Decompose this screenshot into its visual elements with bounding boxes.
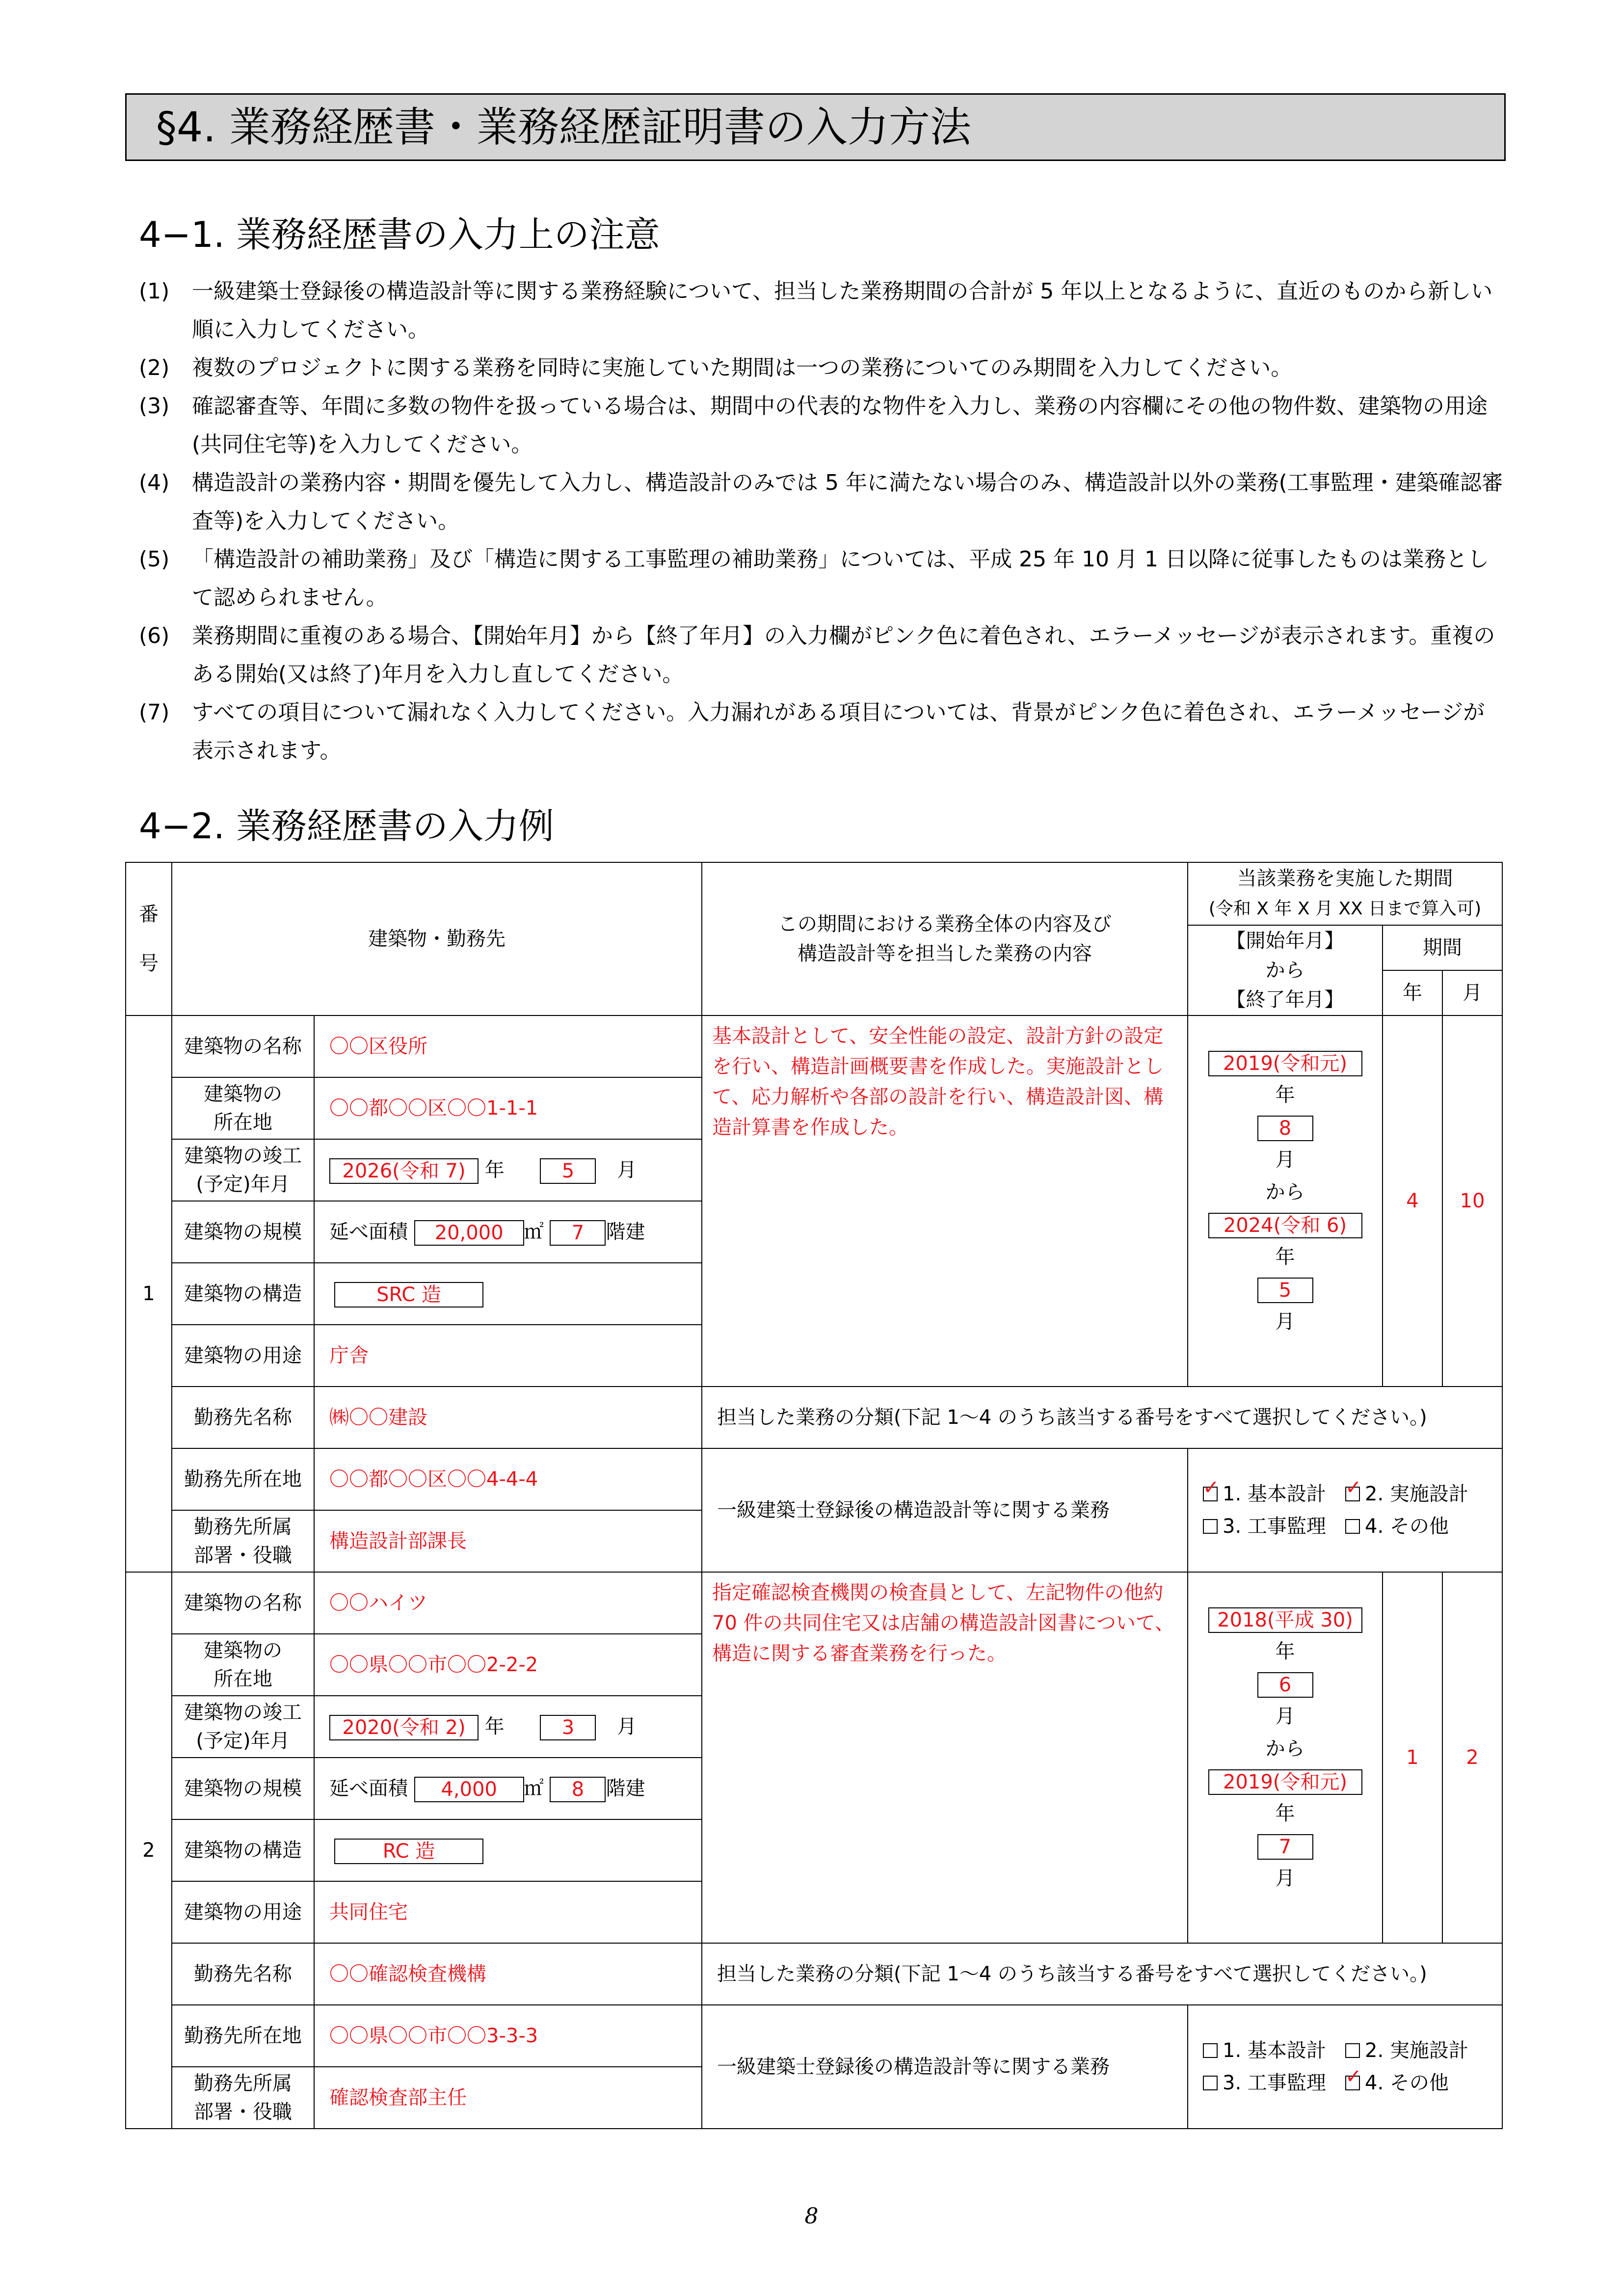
row-number: 2 bbox=[126, 1572, 172, 2129]
label-department-line2: 部署・役職 bbox=[194, 2101, 292, 2123]
note-item bbox=[139, 272, 1503, 349]
checkbox-detailed-design[interactable] bbox=[1345, 1478, 1488, 1510]
career-table bbox=[125, 862, 1503, 2129]
start-month-input[interactable]: 8 bbox=[1257, 1116, 1313, 1141]
label-scale: 建築物の規模 bbox=[172, 1201, 314, 1263]
label-structure: 建築物の構造 bbox=[172, 1819, 314, 1881]
header-start: 【開始年月】 bbox=[1226, 930, 1344, 952]
checkbox-label: 3. 工事監理 bbox=[1223, 2072, 1326, 2094]
label-completion-line2: (予定)年月 bbox=[196, 1173, 290, 1196]
label-scale: 建築物の規模 bbox=[172, 1758, 314, 1819]
checkbox-label: 4. その他 bbox=[1365, 2072, 1449, 2094]
label-department-line1: 勤務先所属 bbox=[194, 1516, 292, 1538]
work-description[interactable]: 指定確認検査機関の検査員として、左記物件の他約 70 件の共同住宅又は店舗の構造設計図書について、構造に関する審査業務を行った。 bbox=[702, 1572, 1188, 1943]
department-title[interactable]: 構造設計部課長 bbox=[314, 1510, 702, 1572]
label-location bbox=[172, 1634, 314, 1696]
period-cell bbox=[1188, 1572, 1383, 1943]
checkbox-checked-icon bbox=[1203, 1487, 1218, 1501]
section-title: §4. 業務経歴書・業務経歴証明書の入力方法 bbox=[125, 93, 1506, 161]
checkbox-empty-icon bbox=[1203, 2076, 1218, 2090]
label-completion-line2: (予定)年月 bbox=[196, 1730, 290, 1752]
structure-select[interactable]: RC 造 bbox=[334, 1839, 483, 1864]
header-period-line2: (令和 X 年 X 月 XX 日まで算入可) bbox=[1208, 899, 1482, 919]
department-title[interactable]: 確認検査部主任 bbox=[314, 2067, 702, 2129]
classification-note: 担当した業務の分類(下記 1〜4 のうち該当する番号をすべて選択してください。) bbox=[702, 1943, 1502, 2005]
header-number bbox=[126, 862, 172, 1015]
scale-cell bbox=[314, 1201, 702, 1263]
note-item bbox=[139, 464, 1503, 540]
completion-cell bbox=[314, 1139, 702, 1201]
page-number: 8 bbox=[804, 2204, 819, 2229]
work-type: 一級建築士登録後の構造設計等に関する業務 bbox=[702, 1448, 1188, 1572]
checkbox-empty-icon bbox=[1203, 1519, 1218, 1534]
sqm-label: ㎡ bbox=[524, 1777, 544, 1800]
employer-address[interactable]: 〇〇県〇〇市〇〇3-3-3 bbox=[314, 2005, 702, 2067]
note-number: (3) bbox=[139, 394, 170, 419]
building-location[interactable]: 〇〇県〇〇市〇〇2-2-2 bbox=[314, 1634, 702, 1696]
completion-year-input[interactable]: 2020(令和 2) bbox=[329, 1715, 479, 1740]
label-building-name: 建築物の名称 bbox=[172, 1572, 314, 1634]
checkbox-basic-design[interactable] bbox=[1203, 2034, 1345, 2067]
label-location-line2: 所在地 bbox=[213, 1111, 272, 1134]
table-row bbox=[126, 1387, 1502, 1448]
month-label: 月 bbox=[1275, 1148, 1295, 1171]
checkbox-basic-design[interactable] bbox=[1203, 1478, 1345, 1510]
notes-list bbox=[139, 272, 1503, 770]
floor-area-input[interactable]: 4,000 bbox=[414, 1777, 524, 1802]
year-label: 年 bbox=[1275, 1640, 1295, 1663]
note-item bbox=[139, 694, 1503, 770]
structure-cell bbox=[314, 1819, 702, 1881]
checkbox-construction-supervision[interactable] bbox=[1203, 2067, 1345, 2099]
month-label: 月 bbox=[1275, 1310, 1295, 1333]
label-completion-line1: 建築物の竣工 bbox=[184, 1145, 302, 1167]
checkbox-detailed-design[interactable] bbox=[1345, 2034, 1488, 2067]
checkbox-label: 4. その他 bbox=[1365, 1515, 1449, 1538]
from-label: から bbox=[1265, 1181, 1305, 1203]
checkbox-label: 2. 実施設計 bbox=[1365, 2039, 1468, 2062]
note-number: (6) bbox=[139, 623, 170, 648]
subsection-title-example: 4−2. 業務経歴書の入力例 bbox=[139, 805, 554, 847]
building-use[interactable]: 庁舎 bbox=[314, 1325, 702, 1387]
label-department-line1: 勤務先所属 bbox=[194, 2072, 292, 2095]
note-number: (4) bbox=[139, 470, 170, 495]
floors-label: 階建 bbox=[606, 1221, 645, 1243]
header-start-end bbox=[1188, 925, 1383, 1015]
checkbox-label: 1. 基本設計 bbox=[1223, 2039, 1326, 2062]
header-building: 建築物・勤務先 bbox=[172, 862, 702, 1015]
note-item bbox=[139, 349, 1503, 387]
checkbox-empty-icon bbox=[1203, 2043, 1218, 2058]
classification-checkboxes bbox=[1188, 1448, 1502, 1572]
note-number: (5) bbox=[139, 547, 170, 572]
year-label: 年 bbox=[484, 1715, 505, 1738]
label-location-line2: 所在地 bbox=[213, 1668, 272, 1690]
note-text: 確認審査等、年間に多数の物件を扱っている場合は、期間中の代表的な物件を入力し、業務の内容欄にその他の物件数、建築物の用途(共同住宅等)を入力してください。 bbox=[192, 394, 1488, 457]
label-structure: 建築物の構造 bbox=[172, 1263, 314, 1325]
end-year-input[interactable]: 2024(令和 6) bbox=[1208, 1213, 1362, 1238]
floor-area-label: 延べ面積 bbox=[329, 1777, 408, 1800]
scale-cell bbox=[314, 1758, 702, 1819]
duration-years: 1 bbox=[1383, 1572, 1442, 1943]
checkbox-other[interactable] bbox=[1345, 2067, 1488, 2099]
header-period-line1: 当該業務を実施した期間 bbox=[1237, 867, 1453, 890]
label-use: 建築物の用途 bbox=[172, 1325, 314, 1387]
building-name[interactable]: 〇〇ハイツ bbox=[314, 1572, 702, 1634]
period-cell bbox=[1188, 1015, 1383, 1387]
header-period bbox=[1188, 862, 1502, 925]
row-number: 1 bbox=[126, 1015, 172, 1572]
checkbox-checked-icon bbox=[1345, 2076, 1360, 2090]
note-number: (1) bbox=[139, 279, 170, 304]
year-label: 年 bbox=[1275, 1246, 1295, 1268]
month-label: 月 bbox=[1275, 1705, 1295, 1728]
note-text: すべての項目について漏れなく入力してください。入力漏れがある項目については、背景がピンク色に着色され、エラーメッセージが表示されます。 bbox=[192, 700, 1485, 763]
completion-cell bbox=[314, 1696, 702, 1758]
table-row bbox=[126, 1572, 1502, 1634]
completion-month-input[interactable]: 3 bbox=[540, 1715, 596, 1740]
month-label: 月 bbox=[617, 1159, 637, 1181]
checkbox-label: 3. 工事監理 bbox=[1223, 1515, 1326, 1538]
work-description[interactable]: 基本設計として、安全性能の設定、設計方針の設定を行い、構造計画概要書を作成した。実施設計として、応力解析や各部の設計を行い、構造設計図、構造計算書を作成した。 bbox=[702, 1015, 1188, 1387]
end-month-input[interactable]: 5 bbox=[1257, 1278, 1313, 1303]
year-label: 年 bbox=[1275, 1084, 1295, 1106]
start-year-input[interactable]: 2018(平成 30) bbox=[1208, 1607, 1362, 1633]
structure-cell bbox=[314, 1263, 702, 1325]
duration-months: 10 bbox=[1442, 1015, 1502, 1387]
duration-years: 4 bbox=[1383, 1015, 1442, 1387]
note-item bbox=[139, 617, 1503, 694]
year-label: 年 bbox=[1275, 1802, 1295, 1825]
label-location-line1: 建築物の bbox=[204, 1639, 282, 1662]
floors-label: 階建 bbox=[606, 1777, 645, 1800]
header-content-line2: 構造設計等を担当した業務の内容 bbox=[798, 942, 1092, 965]
label-completion-line1: 建築物の竣工 bbox=[184, 1701, 302, 1724]
checkbox-checked-icon bbox=[1345, 1487, 1360, 1501]
checkbox-construction-supervision[interactable] bbox=[1203, 1510, 1345, 1543]
label-department-line2: 部署・役職 bbox=[194, 1544, 292, 1567]
header-from: から bbox=[1265, 959, 1305, 982]
classification-note: 担当した業務の分類(下記 1〜4 のうち該当する番号をすべて選択してください。) bbox=[702, 1387, 1502, 1448]
employer-name[interactable]: ㈱〇〇建設 bbox=[314, 1387, 702, 1448]
header-duration: 期間 bbox=[1383, 925, 1502, 970]
end-month-input[interactable]: 7 bbox=[1257, 1834, 1313, 1860]
label-department bbox=[172, 2067, 314, 2129]
month-label: 月 bbox=[1275, 1867, 1295, 1890]
checkbox-label: 1. 基本設計 bbox=[1223, 1483, 1326, 1505]
header-content bbox=[702, 862, 1188, 1015]
floors-input[interactable]: 8 bbox=[550, 1777, 606, 1802]
label-use: 建築物の用途 bbox=[172, 1881, 314, 1943]
duration-months: 2 bbox=[1442, 1572, 1502, 1943]
subsection-title-notes: 4−1. 業務経歴書の入力上の注意 bbox=[139, 214, 660, 255]
note-text: 一級建築士登録後の構造設計等に関する業務経験について、担当した業務期間の合計が 5 年以上となるように、直近のものから新しい順に入力してください。 bbox=[192, 279, 1493, 342]
note-number: (7) bbox=[139, 700, 170, 725]
floor-area-label: 延べ面積 bbox=[329, 1221, 408, 1243]
table-row bbox=[126, 1015, 1502, 1077]
checkbox-label: 2. 実施設計 bbox=[1365, 1483, 1468, 1505]
label-location bbox=[172, 1077, 314, 1139]
table-row bbox=[126, 1448, 1502, 1510]
floor-area-input[interactable]: 20,000 bbox=[414, 1220, 524, 1246]
label-employer: 勤務先名称 bbox=[172, 1943, 314, 2005]
completion-month-input[interactable]: 5 bbox=[540, 1158, 596, 1184]
label-location-line1: 建築物の bbox=[204, 1083, 282, 1105]
end-year-input[interactable]: 2019(令和元) bbox=[1208, 1769, 1362, 1795]
checkbox-empty-icon bbox=[1345, 2043, 1360, 2058]
note-item bbox=[139, 387, 1503, 464]
header-months: 月 bbox=[1442, 970, 1502, 1015]
completion-year-input[interactable]: 2026(令和 7) bbox=[329, 1158, 479, 1184]
note-item bbox=[139, 540, 1503, 617]
building-use[interactable]: 共同住宅 bbox=[314, 1881, 702, 1943]
checkbox-other[interactable] bbox=[1345, 1510, 1488, 1543]
note-text: 構造設計の業務内容・期間を優先して入力し、構造設計のみでは 5 年に満たない場合のみ、構造設計以外の業務(工事監理・建築確認審査等)を入力してください。 bbox=[192, 470, 1503, 534]
year-label: 年 bbox=[484, 1159, 505, 1181]
header-end: 【終了年月】 bbox=[1226, 988, 1344, 1011]
label-employer-address: 勤務先所在地 bbox=[172, 2005, 314, 2067]
label-completion bbox=[172, 1139, 314, 1201]
work-type: 一級建築士登録後の構造設計等に関する業務 bbox=[702, 2005, 1188, 2129]
checkbox-empty-icon bbox=[1345, 1519, 1360, 1534]
label-employer-address: 勤務先所在地 bbox=[172, 1448, 314, 1510]
month-label: 月 bbox=[617, 1715, 637, 1738]
employer-name[interactable]: 〇〇確認検査機構 bbox=[314, 1943, 702, 2005]
table-row bbox=[126, 1943, 1502, 2005]
label-building-name: 建築物の名称 bbox=[172, 1015, 314, 1077]
table-row bbox=[126, 2005, 1502, 2067]
from-label: から bbox=[1265, 1737, 1305, 1760]
header-number-char-2: 号 bbox=[139, 952, 159, 975]
header-content-line1: この期間における業務全体の内容及び bbox=[778, 913, 1112, 935]
structure-select[interactable]: SRC 造 bbox=[334, 1282, 483, 1308]
label-completion bbox=[172, 1696, 314, 1758]
note-text: 「構造設計の補助業務」及び「構造に関する工事監理の補助業務」については、平成 25 年 10 月 1 日以降に従事したものは業務として認められません。 bbox=[192, 547, 1490, 610]
sqm-label: ㎡ bbox=[524, 1221, 544, 1243]
note-text: 業務期間に重複のある場合、【開始年月】から【終了年月】の入力欄がピンク色に着色され、エラーメッセージが表示されます。重複のある開始(又は終了)年月を入力し直してください。 bbox=[192, 623, 1495, 687]
building-location[interactable]: 〇〇都〇〇区〇〇1-1-1 bbox=[314, 1077, 702, 1139]
start-year-input[interactable]: 2019(令和元) bbox=[1208, 1051, 1362, 1076]
header-years: 年 bbox=[1383, 970, 1442, 1015]
start-month-input[interactable]: 6 bbox=[1257, 1672, 1313, 1698]
note-number: (2) bbox=[139, 355, 170, 380]
header-number-char-1: 番 bbox=[139, 903, 159, 926]
building-name[interactable]: 〇〇区役所 bbox=[314, 1015, 702, 1077]
label-department bbox=[172, 1510, 314, 1572]
label-employer: 勤務先名称 bbox=[172, 1387, 314, 1448]
classification-checkboxes bbox=[1188, 2005, 1502, 2129]
employer-address[interactable]: 〇〇都〇〇区〇〇4-4-4 bbox=[314, 1448, 702, 1510]
note-text: 複数のプロジェクトに関する業務を同時に実施していた期間は一つの業務についてのみ期間を入力してください。 bbox=[192, 355, 1293, 380]
floors-input[interactable]: 7 bbox=[550, 1220, 606, 1246]
